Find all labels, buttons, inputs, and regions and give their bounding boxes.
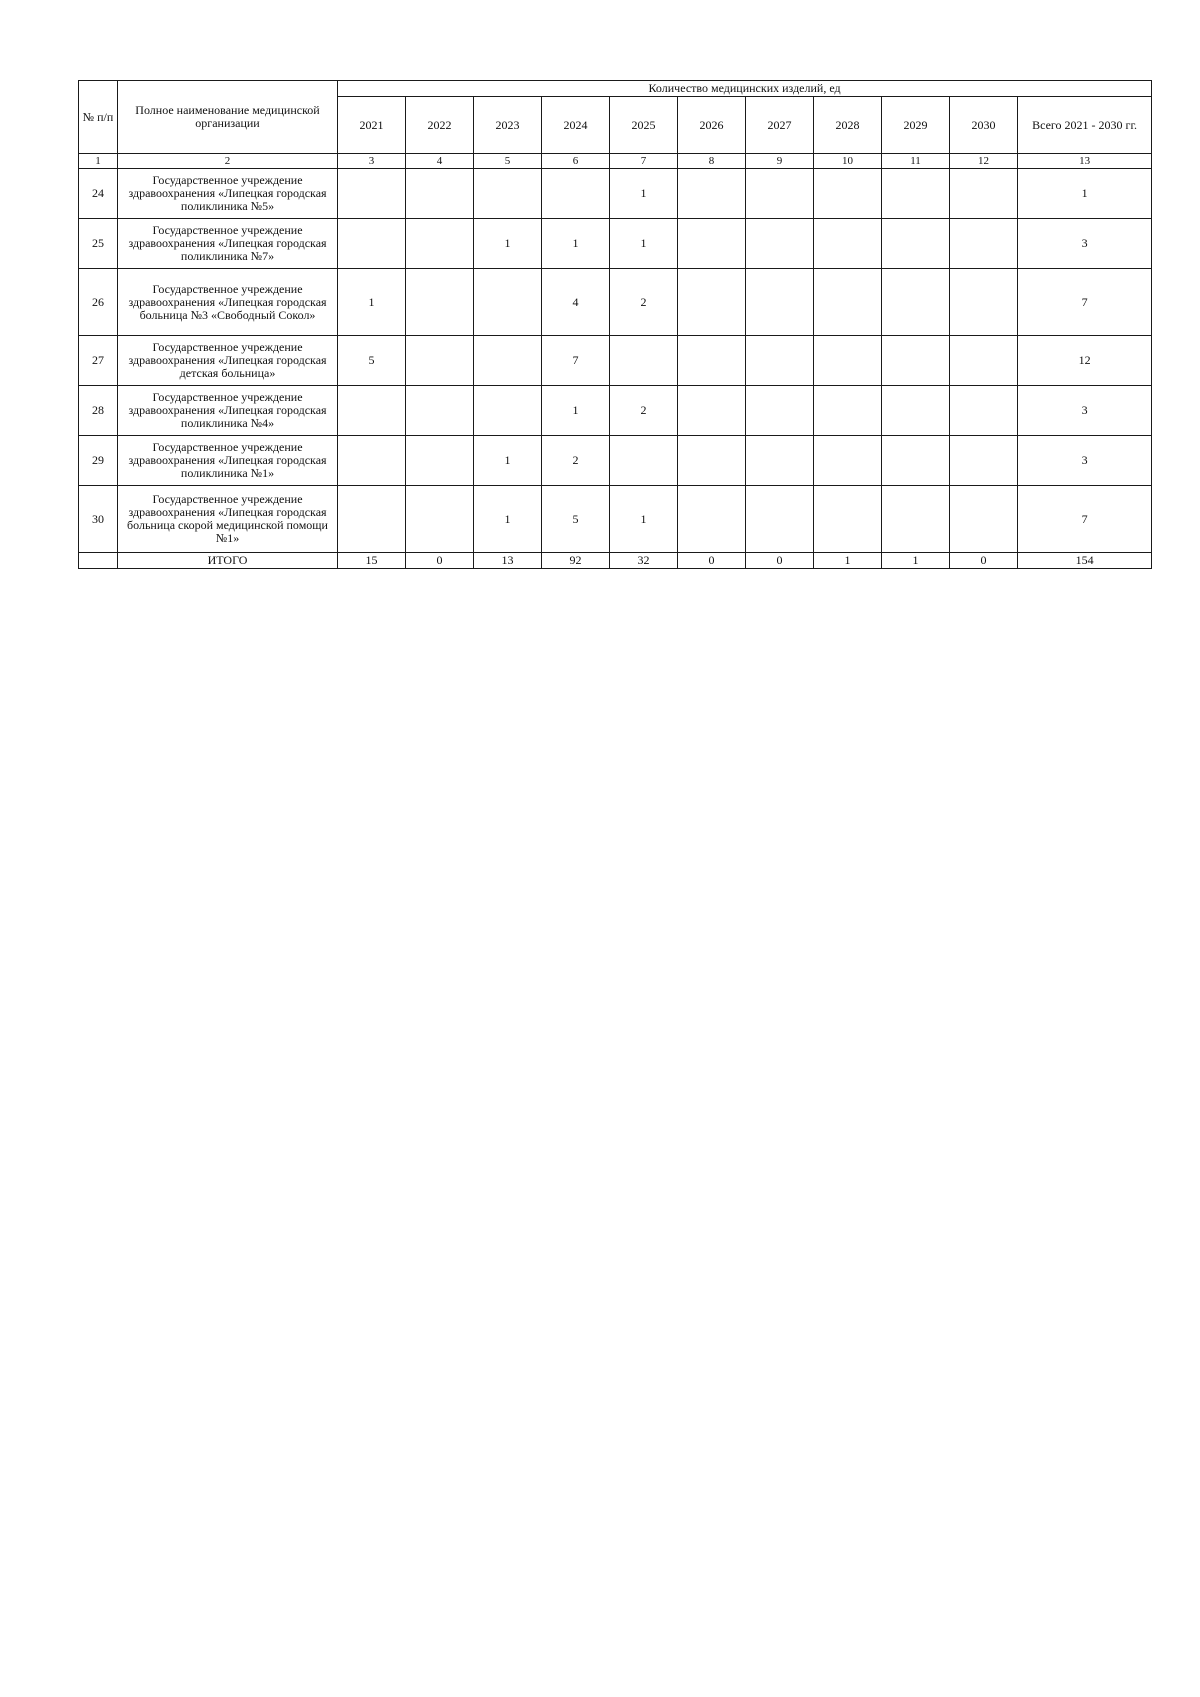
header-year: 2027: [746, 97, 814, 154]
year-value: 2: [542, 436, 610, 486]
row-total: 3: [1018, 219, 1152, 269]
year-value: 2: [610, 386, 678, 436]
totals-value: 32: [610, 553, 678, 569]
row-number: 25: [79, 219, 118, 269]
column-number: 5: [474, 154, 542, 169]
year-value: [406, 269, 474, 336]
totals-value: 92: [542, 553, 610, 569]
table-row: [79, 486, 1152, 553]
year-value: [882, 219, 950, 269]
row-number: 29: [79, 436, 118, 486]
medical-devices-table: [78, 80, 1152, 569]
year-value: [882, 486, 950, 553]
totals-grand-total: 154: [1018, 553, 1152, 569]
year-value: [746, 386, 814, 436]
header-year: 2028: [814, 97, 882, 154]
totals-value: 1: [882, 553, 950, 569]
year-value: 1: [474, 436, 542, 486]
row-number: 26: [79, 269, 118, 336]
year-value: [814, 486, 882, 553]
column-number: 6: [542, 154, 610, 169]
totals-value: 15: [338, 553, 406, 569]
year-value: [406, 169, 474, 219]
year-value: 7: [542, 336, 610, 386]
row-number: 24: [79, 169, 118, 219]
year-value: [950, 386, 1018, 436]
year-value: [474, 386, 542, 436]
year-value: [814, 386, 882, 436]
totals-row: [79, 553, 1152, 569]
header-org-name: Полное наименование медицинской организации: [118, 81, 338, 154]
year-value: [950, 219, 1018, 269]
year-value: [882, 386, 950, 436]
totals-row-number: [79, 553, 118, 569]
row-total: 3: [1018, 386, 1152, 436]
year-value: [814, 269, 882, 336]
totals-value: 13: [474, 553, 542, 569]
year-value: [678, 436, 746, 486]
year-value: [746, 219, 814, 269]
year-value: [474, 169, 542, 219]
year-value: [882, 436, 950, 486]
year-value: [678, 386, 746, 436]
row-number: 30: [79, 486, 118, 553]
year-value: [746, 336, 814, 386]
year-value: [950, 269, 1018, 336]
year-value: 1: [542, 386, 610, 436]
year-value: [678, 219, 746, 269]
year-value: [610, 436, 678, 486]
column-number: 13: [1018, 154, 1152, 169]
year-value: 1: [542, 219, 610, 269]
table-row: [79, 169, 1152, 219]
header-year: 2029: [882, 97, 950, 154]
row-total: 7: [1018, 486, 1152, 553]
year-value: 1: [474, 219, 542, 269]
year-value: [338, 386, 406, 436]
org-name: Государственное учреждение здравоохранения «Липецкая городская больница скорой медицинской помощи №1»: [118, 486, 338, 553]
org-name: Государственное учреждение здравоохранения «Липецкая городская поликлиника №1»: [118, 436, 338, 486]
year-value: 2: [610, 269, 678, 336]
year-value: [814, 169, 882, 219]
year-value: [338, 169, 406, 219]
totals-value: 0: [950, 553, 1018, 569]
year-value: [882, 336, 950, 386]
header-row-group: [79, 81, 1152, 97]
header-row-no: № п/п: [79, 81, 118, 154]
column-number: 10: [814, 154, 882, 169]
table-row: [79, 336, 1152, 386]
year-value: [746, 436, 814, 486]
year-value: [678, 169, 746, 219]
year-value: [406, 436, 474, 486]
year-value: [950, 436, 1018, 486]
column-number: 12: [950, 154, 1018, 169]
year-value: [474, 336, 542, 386]
header-year: 2022: [406, 97, 474, 154]
column-number: 1: [79, 154, 118, 169]
year-value: [678, 486, 746, 553]
totals-label: ИТОГО: [118, 553, 338, 569]
year-value: [746, 169, 814, 219]
column-number: 3: [338, 154, 406, 169]
year-value: 5: [542, 486, 610, 553]
year-value: [746, 269, 814, 336]
header-year: 2023: [474, 97, 542, 154]
year-value: [406, 219, 474, 269]
totals-value: 0: [406, 553, 474, 569]
header-total: Всего 2021 - 2030 гг.: [1018, 97, 1152, 154]
table-row: [79, 386, 1152, 436]
year-value: [882, 169, 950, 219]
org-name: Государственное учреждение здравоохранения «Липецкая городская поликлиника №4»: [118, 386, 338, 436]
year-value: 4: [542, 269, 610, 336]
year-value: [406, 386, 474, 436]
column-number: 2: [118, 154, 338, 169]
column-number: 4: [406, 154, 474, 169]
totals-value: 1: [814, 553, 882, 569]
org-name: Государственное учреждение здравоохранения «Липецкая городская поликлиника №5»: [118, 169, 338, 219]
row-number: 27: [79, 336, 118, 386]
header-year: 2030: [950, 97, 1018, 154]
year-value: [338, 219, 406, 269]
year-value: [950, 169, 1018, 219]
year-value: [542, 169, 610, 219]
year-value: [474, 269, 542, 336]
year-value: [338, 486, 406, 553]
year-value: [610, 336, 678, 386]
year-value: [678, 269, 746, 336]
year-value: [406, 336, 474, 386]
year-value: 1: [610, 219, 678, 269]
column-number: 11: [882, 154, 950, 169]
org-name: Государственное учреждение здравоохранения «Липецкая городская поликлиника №7»: [118, 219, 338, 269]
row-total: 1: [1018, 169, 1152, 219]
header-year: 2026: [678, 97, 746, 154]
header-year: 2021: [338, 97, 406, 154]
header-year: 2025: [610, 97, 678, 154]
year-value: 5: [338, 336, 406, 386]
year-value: [814, 336, 882, 386]
year-value: [882, 269, 950, 336]
table-body: [79, 81, 1152, 569]
column-number: 8: [678, 154, 746, 169]
year-value: 1: [610, 486, 678, 553]
org-name: Государственное учреждение здравоохранения «Липецкая городская детская больница»: [118, 336, 338, 386]
year-value: [950, 336, 1018, 386]
totals-value: 0: [746, 553, 814, 569]
year-value: [814, 219, 882, 269]
column-number: 7: [610, 154, 678, 169]
year-value: 1: [610, 169, 678, 219]
header-year: 2024: [542, 97, 610, 154]
year-value: [814, 436, 882, 486]
org-name: Государственное учреждение здравоохранения «Липецкая городская больница №3 «Свободный Сокол»: [118, 269, 338, 336]
year-value: 1: [474, 486, 542, 553]
year-value: 1: [338, 269, 406, 336]
year-value: [678, 336, 746, 386]
row-total: 3: [1018, 436, 1152, 486]
year-value: [406, 486, 474, 553]
year-value: [746, 486, 814, 553]
row-total: 7: [1018, 269, 1152, 336]
row-number: 28: [79, 386, 118, 436]
column-number: 9: [746, 154, 814, 169]
table-row: [79, 219, 1152, 269]
year-value: [950, 486, 1018, 553]
row-total: 12: [1018, 336, 1152, 386]
totals-value: 0: [678, 553, 746, 569]
table-row: [79, 436, 1152, 486]
year-value: [338, 436, 406, 486]
table-row: [79, 269, 1152, 336]
column-numbers-row: [79, 154, 1152, 169]
header-group-title: Количество медицинских изделий, ед: [338, 81, 1152, 97]
